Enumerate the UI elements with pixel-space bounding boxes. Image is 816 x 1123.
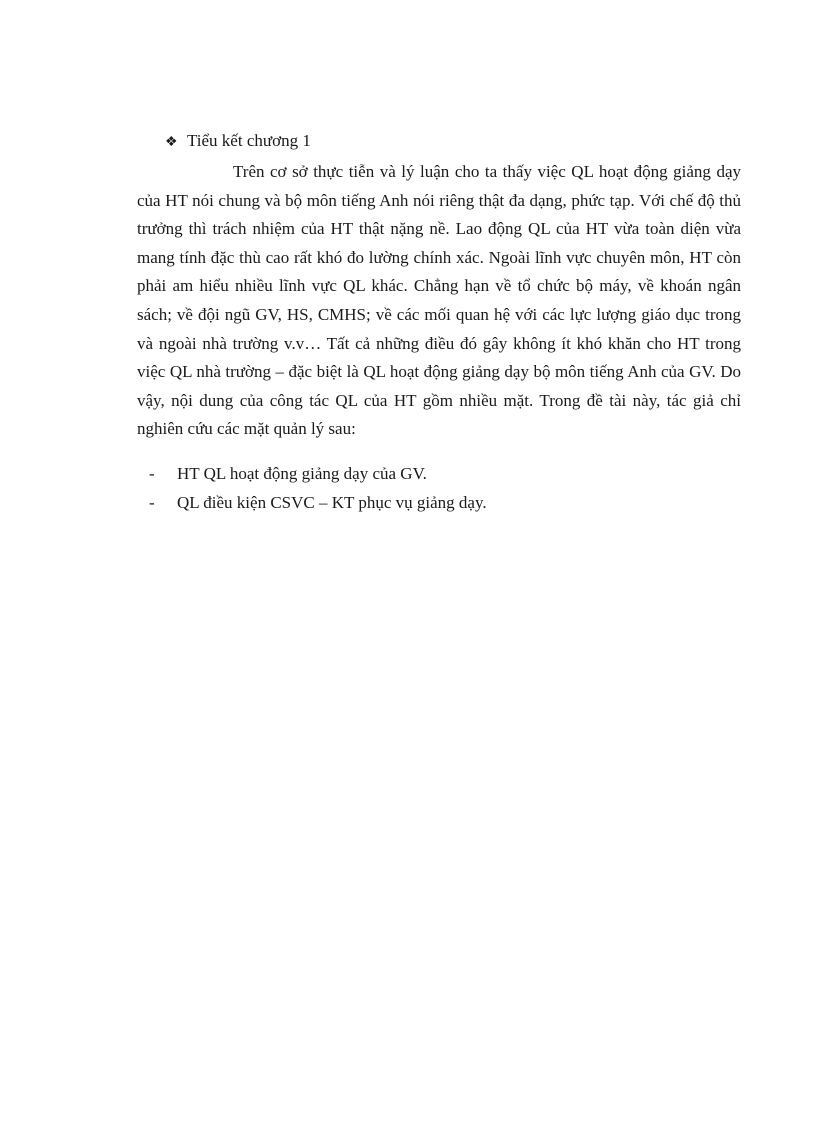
- management-aspects-list: [137, 460, 741, 517]
- list-item-text: HT QL hoạt động giảng dạy của GV.: [177, 464, 427, 483]
- list-item: [137, 489, 741, 518]
- list-item-text: QL điều kiện CSVC – KT phục vụ giảng dạy.: [177, 492, 487, 512]
- diamond-bullet-icon: ❖: [165, 135, 178, 150]
- section-title: Tiểu kết chương 1: [187, 131, 311, 150]
- list-item: [137, 460, 741, 489]
- section-heading: [165, 129, 311, 155]
- dash-marker: -: [149, 464, 155, 483]
- dash-marker: -: [149, 492, 155, 512]
- summary-paragraph: Trên cơ sở thực tiễn và lý luận cho ta thấy việc QL hoạt động giảng dạy của HT nói chung và bộ môn tiếng Anh nói riêng thật đa dạng, phức tạp. Với chế độ thủ trưởng thì trách nhiệm của HT thật nặng nề. Lao động QL của HT vừa toàn diện vừa mang tính đặc thù cao rất khó đo lường chính xác. Ngoài lĩnh vực chuyên môn, HT còn phải am hiểu nhiều lĩnh vực QL khác. Chẳng hạn về tổ chức bộ máy, về khoán ngân sách; về đội ngũ GV, HS, CMHS; về các mối quan hệ với các lực lượng giáo dục trong và ngoài nhà trường v.v… Tất cả những điều đó gây không ít khó khăn cho HT trong việc QL nhà trường – đặc biệt là QL hoạt động giảng dạy bộ môn tiếng Anh của GV. Do vậy, nội dung của công tác QL của HT gồm nhiều mặt. Trong đề tài này, tác giả chỉ nghiên cứu các mặt quản lý sau:: [137, 162, 741, 439]
